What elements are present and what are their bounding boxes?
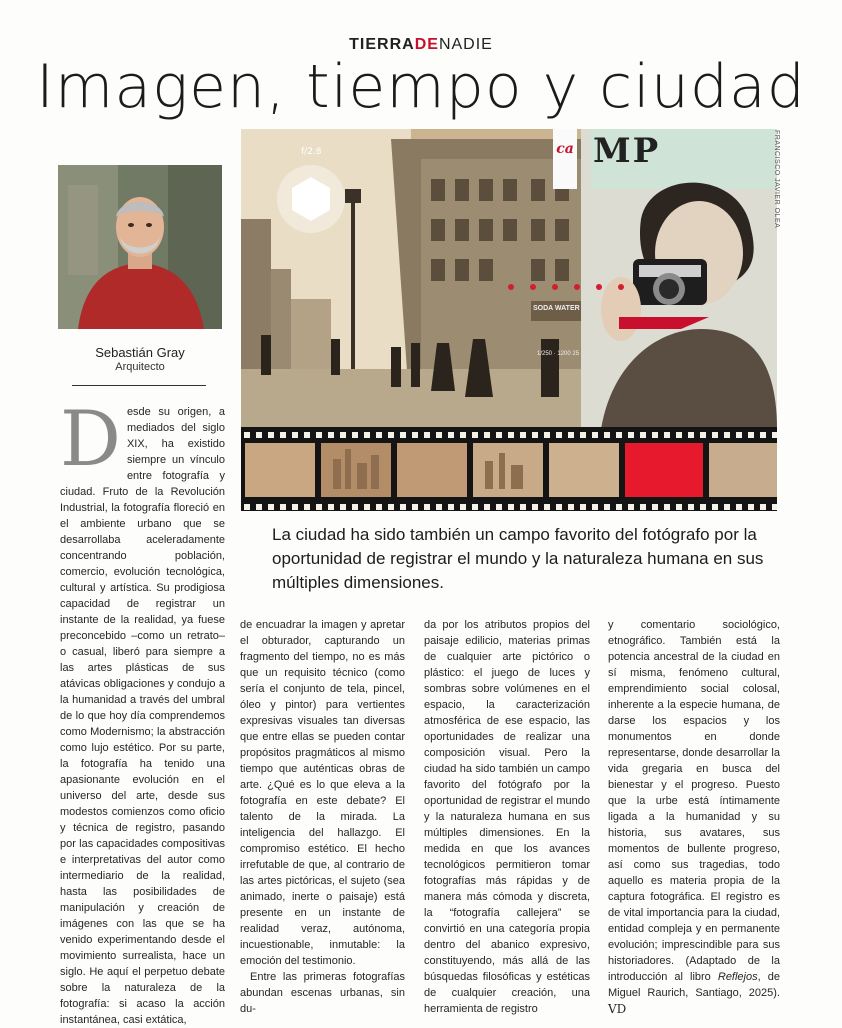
photo-sign-mp: MP <box>593 131 661 171</box>
photo-sign-red: ca <box>556 141 574 157</box>
body-text-col3: da por los atributos propios del paisaje edilicio, materias primas de cualquier arte pictórico o plástico: el juego de luces y sombras sobre volúmenes en el espacio, la caracterización atmosférica de ese espacio, las oportunidades de realizar una composición visual. Pero la ciudad ha sido también un campo favorito del fotógrafo por la oportunidad de registrar el mundo y la naturaleza humana en sus múltiples dimensiones. En la medida en que los avances tecnológicos permitieron tomar fotografías más rápidas y de manera más cómoda y discreta, la “fotografía callejera” se convirtió en una categoría propia dentro del abanico expresivo, constituyendo, más allá de las búsquedas filosóficas y estéticas de cualquier creación, una herramienta de registro <box>424 619 590 1015</box>
hero-collage-image <box>241 129 777 511</box>
photo-shop-sign: SODA WATER <box>533 305 580 312</box>
section-tag-part3: NADIE <box>438 36 493 53</box>
drop-cap: D <box>60 394 121 483</box>
body-column-1 <box>60 394 225 1028</box>
body-text-col2-p1: de encuadrar la imagen y apretar el obturador, capturando un fragmento del tiempo, no es más que un requisito técnico (como sería el conjunto de tela, pincel, óleo y pintor) para vertientes expresivas visuales tan diversas que entre ellas se pueden contar propósitos pragmáticos al mismo tiempo que auténticas obras de arte. ¿Qué es lo que eleva a la fotografía en este debate? El talento de la mirada. La inteligencia del hallazgo. El compromiso estético. El hecho irrefutable de que, al contrario de las artes pictóricas, el sujeto (sea animado, inerte o paisaje) está presente en un instante de realidad veraz, autónoma, incuestionable, inmutable: la emoción del testimonio. <box>240 619 405 967</box>
section-tag-part2: DE <box>414 36 439 53</box>
body-column-4 <box>608 617 780 1018</box>
body-column-3 <box>424 617 590 1017</box>
body-text-col4: y comentario sociológico, etnográfico. También está la potencia ancestral de la ciudad en sí misma, fenómeno cultural, emprendimiento social colosal, inherente a la especie humana, de darse los espacios y los monumentos en donde representarse, donde desarrollar la vida gregaria en busca del bienestar y el progreso. Puesto que la urbe está íntimamente ligada a la humanidad y su historia, sus avatares, sus momentos de bullente progreso, así como sus tragedias, todo aquello es materia propia de la captura fotográfica. El registro es de vital importancia para la ciudad, entidad compleja y en permanente evolución; imprescindible para sus historiadores. <box>608 619 780 967</box>
body-text-col2-p2: Entre las primeras fotografías abundan escenas urbanas, sin du- <box>240 971 405 1015</box>
source-note-a: (Adaptado de la introducción al libro <box>608 955 780 983</box>
book-title: Reflejos <box>717 971 758 983</box>
photo-aperture-label: f/2.8 <box>301 147 322 157</box>
photo-credit: FRANCISCO JAVIER OLEA <box>773 130 780 229</box>
author-avatar <box>58 165 222 329</box>
body-column-2 <box>240 617 405 1017</box>
photo-caption-code: 1/250 · 1200 25 <box>537 351 580 357</box>
author-name: Sebastián Gray <box>95 345 185 360</box>
pull-quote: La ciudad ha sido también un campo favorito del fotógrafo por la oportunidad de registrar el mundo y la naturaleza humana en sus múltiples dimensiones. <box>272 525 764 592</box>
author-initials: VD <box>608 1002 627 1016</box>
body-text-col1: esde su origen, a mediados del siglo XIX, ha existido siempre un vínculo entre fotografía y ciudad. Fruto de la Revolución Industrial, la fotografía floreció en el ambiente urbano que se desarrollaba aceleradamente concentrando población, comercio, evolución tecnológica, cultural y artística. Su prodigiosa capacidad de registrar un instante de la realidad, ya fuese preconcebido –como un retrato– o casual, liberó para siempre a las artes plásticas de sus atávicas obligaciones y condujo a la humanidad a través del umbral de lo que hoy día comprendemos como Modernismo; la abstracción como lujo estético. Por su parte, la fotografía ha tenido una apasionante evolución en el universo del arte, desde sus modestos comienzos como oficio y técnica de registro, pasando por las capacidades compositivas e interpretativas del autor como intermediario de la realidad, hasta las posibilidades de manipulación y creación de imágenes con las que se ha venido experimentando desde el movimiento surrealista, hace un siglo. He aquí el perpetuo debate sobre la naturaleza de la fotografía: si acaso la acción instantánea, casi extática, <box>60 406 225 1026</box>
author-role: Arquitecto <box>115 361 165 373</box>
section-tag-part1: TIERRA <box>349 36 415 53</box>
author-divider <box>72 385 206 386</box>
headline: Imagen, tiempo y ciudad <box>36 52 806 122</box>
source-note-b: , de Miguel Raurich, Santiago, 2025). <box>608 971 780 999</box>
